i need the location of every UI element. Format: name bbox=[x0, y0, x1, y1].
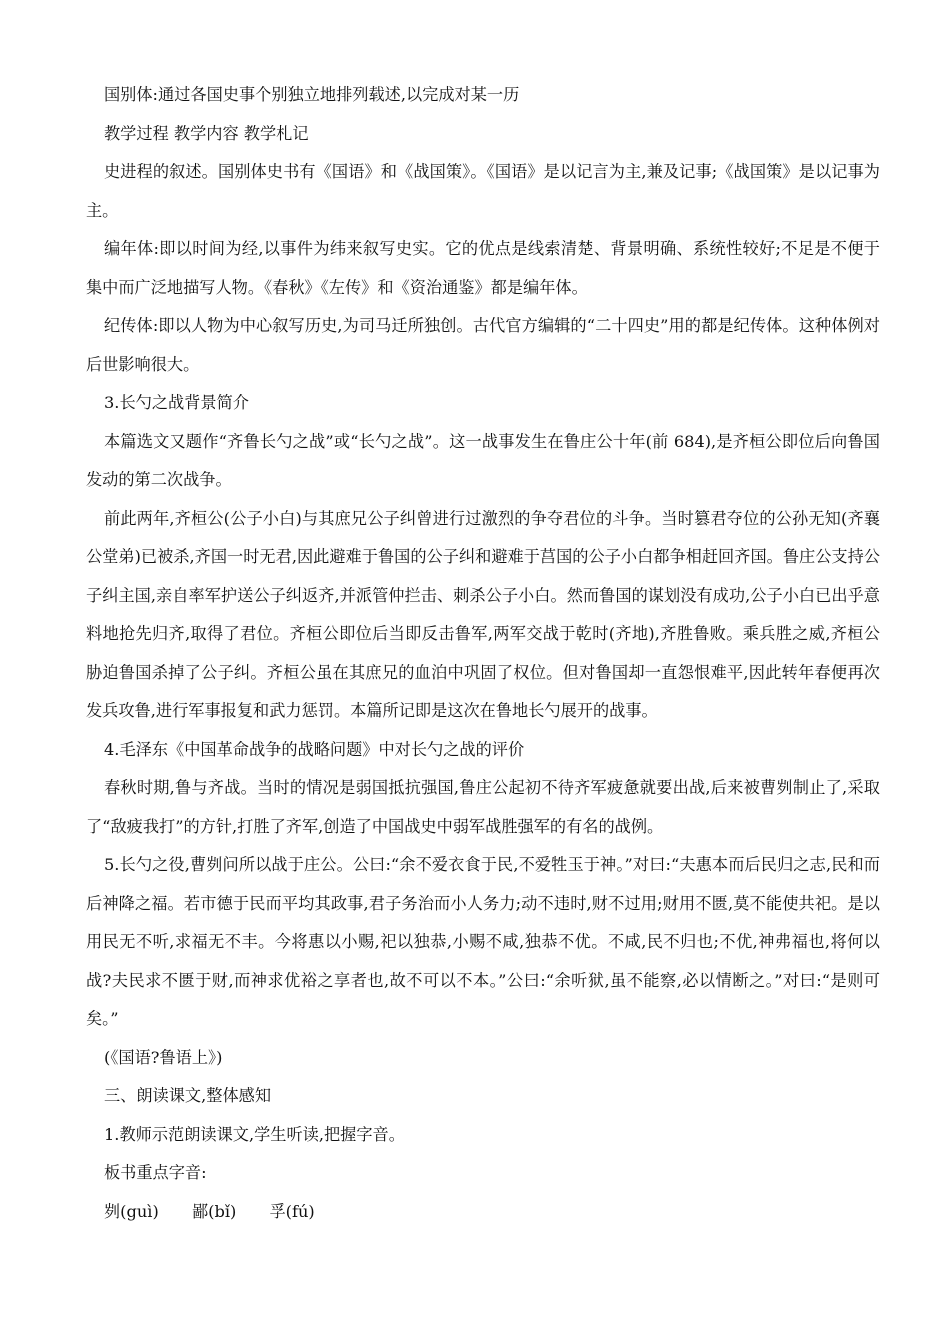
paragraph-teacher-reading: 1.教师示范朗读课文,学生听读,把握字音。 bbox=[104, 1124, 405, 1144]
section-heading-changshao-background: 3.长勺之战背景简介 bbox=[104, 393, 249, 412]
paragraph-guoyu-excerpt: 5.长勺之役,曹刿问所以战于庄公。公曰:“余不爱衣食于民,不爱牲玉于神。”对曰:“夫惠本而后民归之志,民和而后神降之福。若市德于民而平均其政事,君子务治而小人务力;动不违时,财不过用;财用不匮,莫不能使共祀。是以用民无不听,求福无不丰。今将惠以小赐,祀以独恭,小赐不咸,独恭不优。不咸,民不归也;不优,神弗福也,将何以战?夫民求不匮于财,而神求优裕之享者也,故不可以不本。”公曰:“余听狱,虽不能察,必以情断之。”对曰:“是则可矣。” bbox=[86, 855, 880, 1028]
document-body bbox=[86, 76, 880, 1231]
paragraph-teaching-header: 教学过程 教学内容 教学札记 bbox=[104, 123, 309, 143]
pinyin-list bbox=[86, 1193, 880, 1232]
pinyin-item: 孚(fú) bbox=[269, 1201, 315, 1221]
paragraph-guobieti-definition: 国别体:通过各国史事个别独立地排列载述,以完成对某一历 bbox=[104, 85, 520, 104]
paragraph-battle-intro: 本篇选文又题作“齐鲁长勺之战”或“长勺之战”。这一战事发生在鲁庄公十年(前 684),是齐桓公即位后向鲁国发动的第二次战争。 bbox=[86, 431, 880, 489]
paragraph-mao-evaluation: 春秋时期,鲁与齐战。当时的情况是弱国抵抗强国,鲁庄公起初不待齐军疲惫就要出战,后来被曹刿制止了,采取了“敌疲我打”的方针,打胜了齐军,创造了中国战史中弱军战胜强军的有名的战例。 bbox=[86, 778, 880, 836]
pinyin-item: 刿(guì) bbox=[104, 1201, 159, 1221]
paragraph-guobieti-books: 史进程的叙述。国别体史书有《国语》和《战国策》。《国语》是以记言为主,兼及记事;《战国策》是以记事为主。 bbox=[86, 162, 880, 220]
paragraph-blackboard-pronunciation: 板书重点字音: bbox=[104, 1163, 207, 1182]
citation-guoyu: (《国语?鲁语上》) bbox=[104, 1047, 223, 1067]
section-heading-mao-evaluation: 4.毛泽东《中国革命战争的战略问题》中对长勺之战的评价 bbox=[104, 739, 525, 759]
pinyin-item: 鄙(bǐ) bbox=[191, 1201, 237, 1221]
section-heading-reading: 三、朗读课文,整体感知 bbox=[104, 1086, 272, 1105]
paragraph-biannianti: 编年体:即以时间为经,以事件为纬来叙写史实。它的优点是线索清楚、背景明确、系统性较好;不足是不便于集中而广泛地描写人物。《春秋》《左传》和《资治通鉴》都是编年体。 bbox=[86, 239, 880, 297]
paragraph-battle-history: 前此两年,齐桓公(公子小白)与其庶兄公子纠曾进行过激烈的争夺君位的斗争。当时篡君夺位的公孙无知(齐襄公堂弟)已被杀,齐国一时无君,因此避难于鲁国的公子纠和避难于莒国的公子小白都争相赶回齐国。鲁庄公支持公子纠主国,亲自率军护送公子纠返齐,并派管仲拦击、刺杀公子小白。然而鲁国的谋划没有成功,公子小白已出乎意料地抢先归齐,取得了君位。齐桓公即位后当即反击鲁军,两军交战于乾时(齐地),齐胜鲁败。乘兵胜之威,齐桓公胁迫鲁国杀掉了公子纠。齐桓公虽在其庶兄的血泊中巩固了权位。但对鲁国却一直怨恨难平,因此转年春便再次发兵攻鲁,进行军事报复和武力惩罚。本篇所记即是这次在鲁地长勺展开的战事。 bbox=[86, 508, 880, 720]
paragraph-jizhuanti: 纪传体:即以人物为中心叙写历史,为司马迁所独创。古代官方编辑的“二十四史”用的都是纪传体。这种体例对后世影响很大。 bbox=[86, 316, 880, 374]
